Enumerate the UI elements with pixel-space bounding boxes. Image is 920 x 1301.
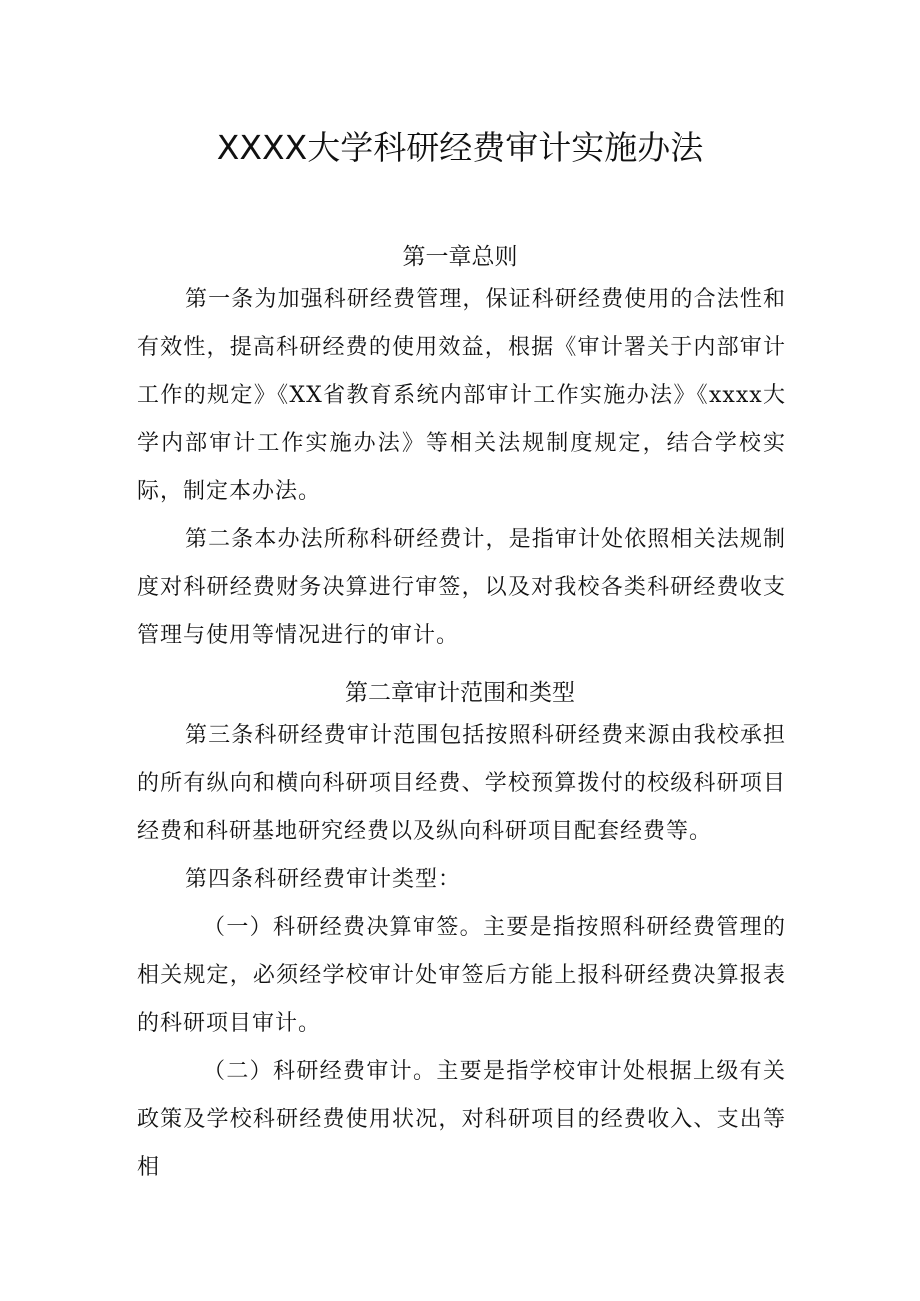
clause-2-paragraph: （二）科研经费审计。主要是指学校审计处根据上级有关政策及学校科研经费使用状况，对科研项目的经费收入、支出等相 bbox=[137, 1059, 786, 1180]
article-2-paragraph: 第二条本办法所称科研经费计，是指审计处依照相关法规制度对科研经费财务决算进行审签，以及对我校各类科研经费收支管理与使用等情况进行的审计。 bbox=[137, 527, 786, 648]
article-1-paragraph: 第一条为加强科研经费管理，保证科研经费使用的合法性和有效性，提高科研经费的使用效益，根据《审计署关于内部审计工作的规定》《XX省教育系统内部审计工作实施办法》《xxxx大学内部审计工作实施办法》等相关法规制度规定，结合学校实际，制定本办法。 bbox=[137, 287, 786, 504]
article-4-paragraph: 第四条科研经费审计类型： bbox=[185, 867, 462, 892]
chapter-heading-1: 第一章总则 bbox=[402, 244, 518, 270]
chapter-heading-2: 第二章审计范围和类型 bbox=[345, 680, 575, 706]
document-title: XXXX大学科研经费审计实施办法 bbox=[216, 128, 704, 167]
clause-1-paragraph: （一）科研经费决算审签。主要是指按照科研经费管理的相关规定，必须经学校审计处审签后方能上报科研经费决算报表的科研项目审计。 bbox=[137, 915, 786, 1036]
article-3-paragraph: 第三条科研经费审计范围包括按照科研经费来源由我校承担的所有纵向和横向科研项目经费、学校预算拨付的校级科研项目经费和科研基地研究经费以及纵向科研项目配套经费等。 bbox=[137, 723, 786, 844]
